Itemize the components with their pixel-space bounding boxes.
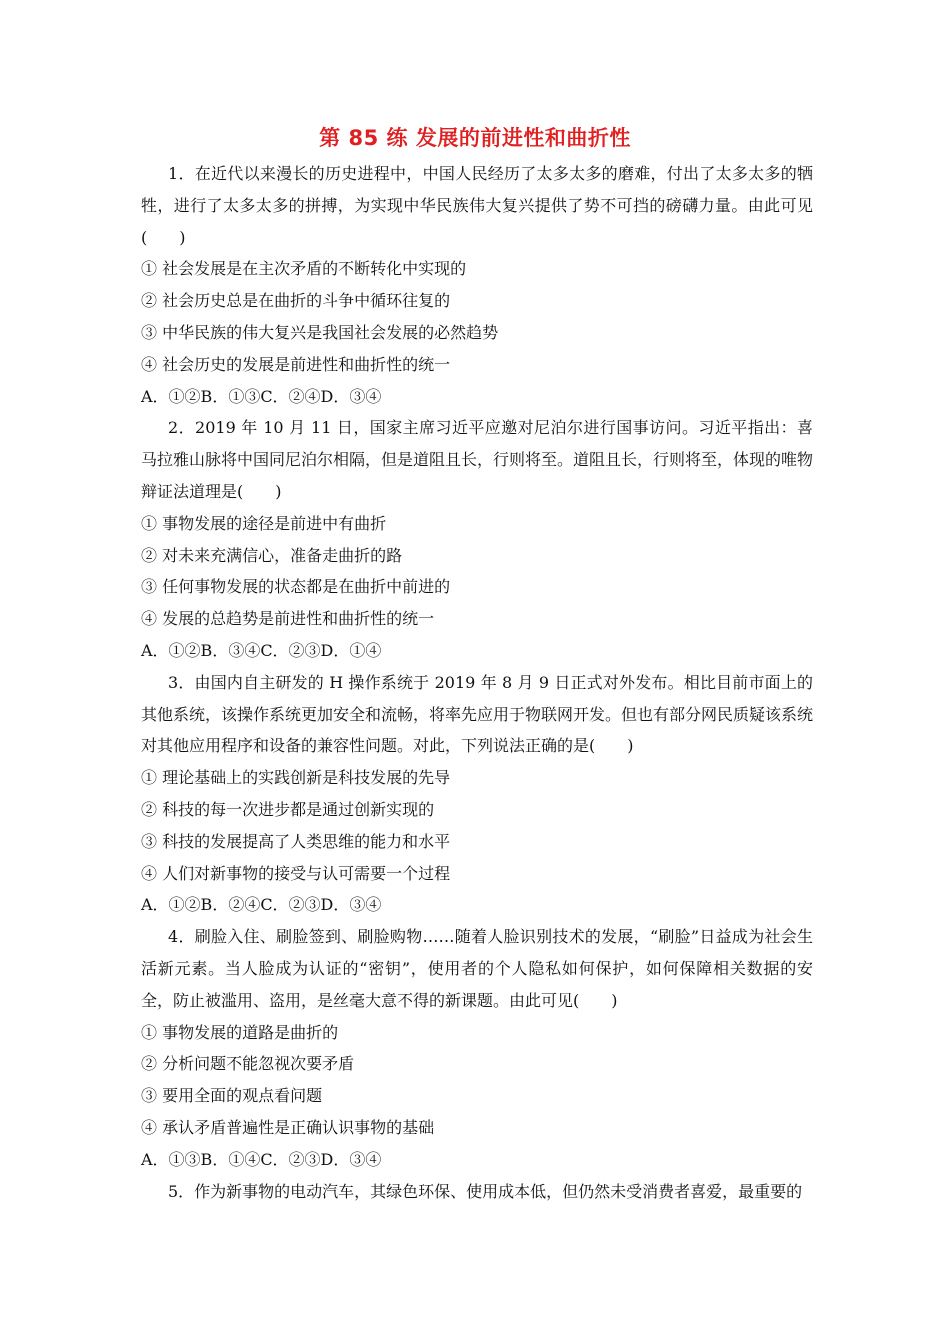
option-2: ② 分析问题不能忽视次要矛盾	[141, 1054, 355, 1074]
option-4: ④ 发展的总趋势是前进性和曲折性的统一	[141, 609, 435, 629]
question-2	[141, 412, 813, 666]
option-1: ① 事物发展的途径是前进中有曲折	[141, 513, 387, 533]
question-list	[141, 158, 813, 1207]
option-2: ② 社会历史总是在曲折的斗争中循环往复的	[141, 291, 451, 311]
option-1: ① 事物发展的道路是曲折的	[141, 1022, 339, 1042]
question-stem: 5．作为新事物的电动汽车，其绿色环保、使用成本低，但仍然未受消费者喜爱，最重要的	[168, 1181, 803, 1201]
option-4: ④ 承认矛盾普遍性是正确认识事物的基础	[141, 1117, 435, 1137]
page-title: 第 85 练 发展的前进性和曲折性	[319, 126, 631, 150]
option-2: ② 科技的每一次进步都是通过创新实现的	[141, 799, 435, 819]
option-3: ③ 要用全面的观点看问题	[141, 1086, 323, 1106]
answer-choices: A．①②B．③④C．②③D．①④	[141, 640, 382, 660]
option-2: ② 对未来充满信心，准备走曲折的路	[141, 545, 403, 565]
option-3: ③ 任何事物发展的状态都是在曲折中前进的	[141, 577, 451, 597]
option-4: ④ 社会历史的发展是前进性和曲折性的统一	[141, 354, 451, 374]
question-stem: 3．由国内自主研发的 H 操作系统于 2019 年 8 月 9 日正式对外发布。相比目前市面上的其他系统，该操作系统更加安全和流畅，将率先应用于物联网开发。但也有部分网民质疑该系统对其他应用程序和设备的兼容性问题。对此，下列说法正确的是( )	[141, 672, 814, 756]
answer-choices: A．①②B．①③C．②④D．③④	[141, 386, 382, 406]
option-3: ③ 科技的发展提高了人类思维的能力和水平	[141, 831, 451, 851]
question-3	[141, 667, 813, 921]
question-4	[141, 921, 813, 1175]
answer-choices: A．①②B．②④C．②③D．③④	[141, 895, 382, 915]
answer-choices: A．①③B．①④C．②③D．③④	[141, 1149, 382, 1169]
option-1: ① 社会发展是在主次矛盾的不断转化中实现的	[141, 259, 467, 279]
option-4: ④ 人们对新事物的接受与认可需要一个过程	[141, 863, 451, 883]
question-stem: 1．在近代以来漫长的历史进程中，中国人民经历了太多太多的磨难，付出了太多太多的牺牲，进行了太多太多的拼搏，为实现中华民族伟大复兴提供了势不可挡的磅礴力量。由此可见( )	[141, 164, 813, 247]
question-1	[141, 158, 813, 412]
option-1: ① 理论基础上的实践创新是科技发展的先导	[141, 768, 451, 788]
question-stem: 4．刷脸入住、刷脸签到、刷脸购物……随着人脸识别技术的发展，“刷脸”日益成为社会生活新元素。当人脸成为认证的“密钥”，使用者的个人隐私如何保护，如何保障相关数据的安全，防止被滥用、盗用，是丝毫大意不得的新课题。由此可见( )	[141, 927, 813, 1010]
question-stem: 2．2019 年 10 月 11 日，国家主席习近平应邀对尼泊尔进行国事访问。习近平指出：喜马拉雅山脉将中国同尼泊尔相隔，但是道阻且长，行则将至。道阻且长，行则将至，体现的唯物辩证法道理是( )	[141, 418, 814, 501]
option-3: ③ 中华民族的伟大复兴是我国社会发展的必然趋势	[141, 322, 499, 342]
question-5	[141, 1176, 813, 1208]
